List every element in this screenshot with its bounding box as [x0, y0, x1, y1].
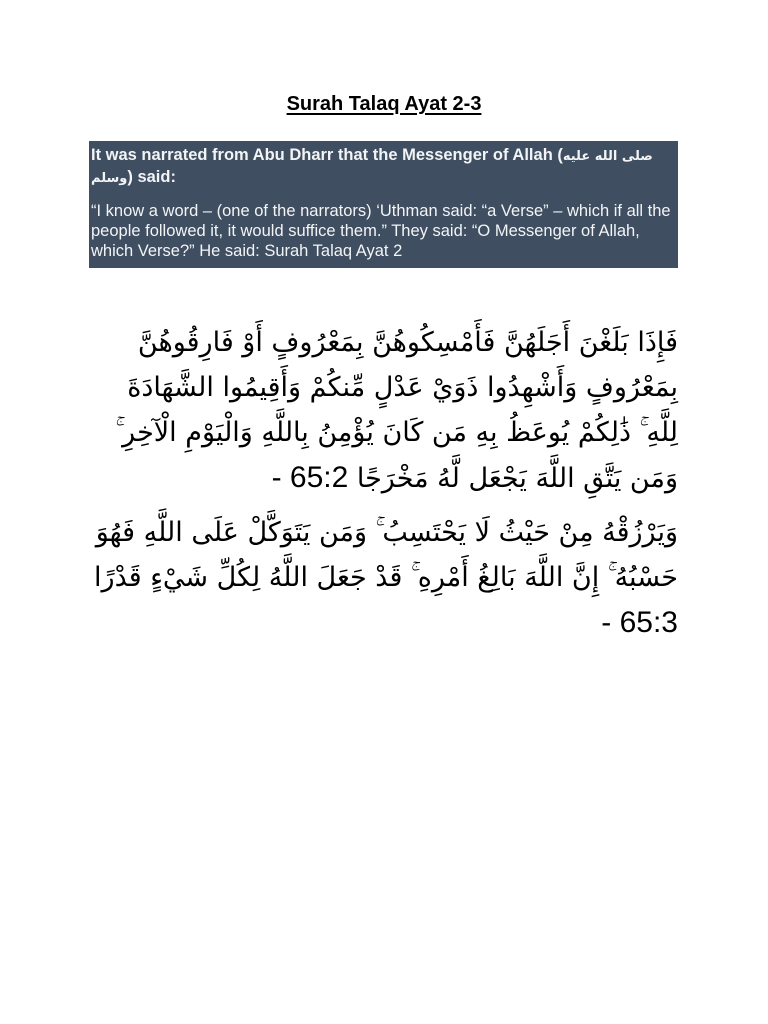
verse-arabic-text: فَإِذَا بَلَغْنَ أَجَلَهُنَّ فَأَمْسِكُوهُنَّ بِمَعْرُوفٍ أَوْ فَارِقُوهُنَّ بِمَعْرُوفٍ وَأَشْهِدُوا ذَوَيْ عَدْلٍ مِّنكُمْ وَأَقِيمُوا الشَّهَادَةَ لِلَّهِ ۚ ذَٰلِكُمْ يُوعَظُ بِهِ مَن كَانَ يُؤْمِنُ بِاللَّهِ وَالْيَوْمِ الْآخِرِ ۚ وَمَن يَتَّقِ اللَّهَ يَجْعَل لَّهُ مَخْرَجًا	[115, 327, 678, 494]
verse-reference: - 65:3	[601, 606, 678, 639]
page-title: Surah Talaq Ayat 2-3	[286, 93, 482, 115]
verse-65-2	[89, 320, 678, 501]
hadith-intro-said: ) said:	[127, 168, 176, 186]
hadith-intro-text: It was narrated from Abu Dharr that the Messenger of Allah (	[91, 146, 563, 164]
salawat-text: صلى الله عليه وسلم	[91, 149, 653, 186]
hadith-box	[89, 141, 678, 268]
verse-reference: - 65:2	[271, 461, 349, 494]
verse-65-3	[89, 510, 678, 646]
hadith-quote: “I know a word – (one of the narrators) ‘Uthman said: “a Verse” – which if all the people followed it, it would suffice them.” They said: “O Messenger of Allah, which Verse?” He said: Surah Talaq Ayat 2	[91, 202, 671, 260]
verse-arabic-text: وَيَرْزُقْهُ مِنْ حَيْثُ لَا يَحْتَسِبُ ۚ وَمَن يَتَوَكَّلْ عَلَى اللَّهِ فَهُوَ حَسْبُهُ ۚ إِنَّ اللَّهَ بَالِغُ أَمْرِهِ ۚ قَدْ جَعَلَ اللَّهُ لِكُلِّ شَيْءٍ قَدْرًا	[94, 517, 678, 593]
hadith-intro	[91, 145, 676, 189]
